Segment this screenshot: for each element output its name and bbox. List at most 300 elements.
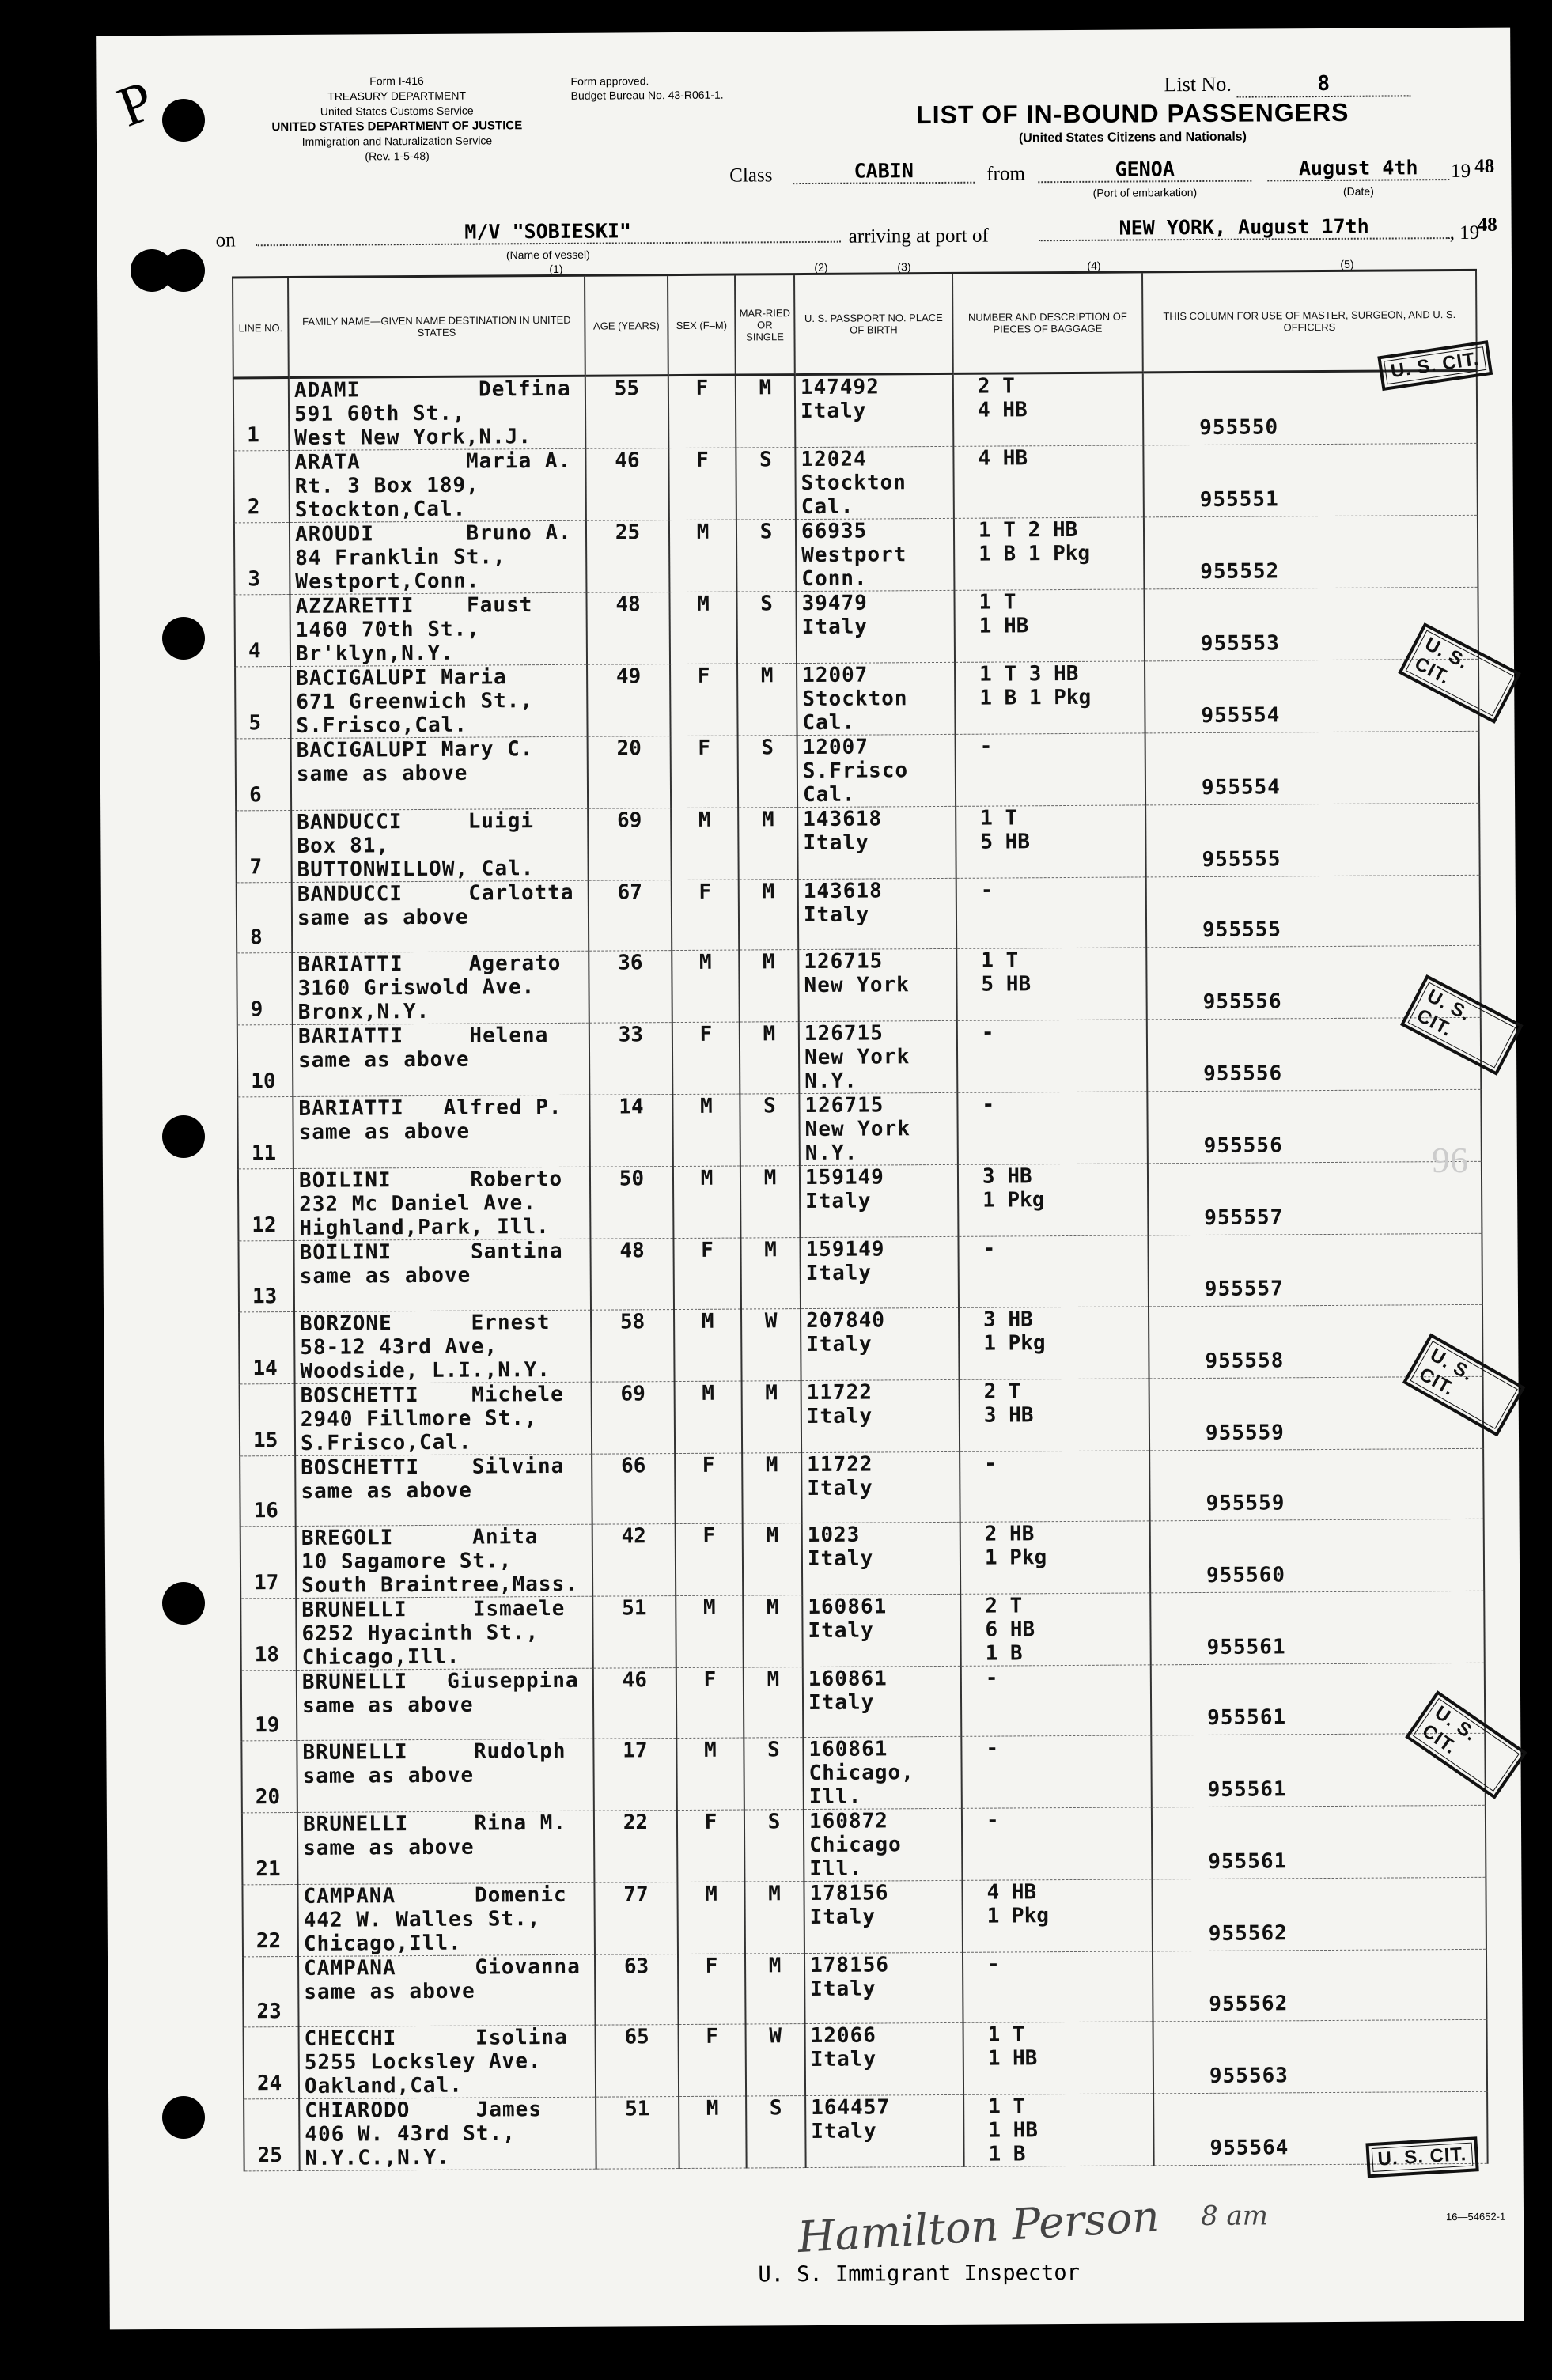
baggage-line-1: 2 T (977, 374, 1015, 399)
sex-cell: F (672, 1022, 740, 1095)
name-cell (297, 1668, 594, 1741)
inspector-signature: Hamilton Person (796, 2191, 1161, 2263)
address-line-1: same as above (301, 1693, 474, 1718)
line-number: 20 (255, 1785, 281, 1810)
name-cell (289, 448, 586, 522)
col-caption-3: (3) (897, 260, 911, 274)
address-line-1: 442 W. Walles St., (303, 1907, 541, 1933)
passport-number: 178156 (809, 1953, 890, 1978)
line-number-cell (244, 2099, 300, 2171)
passenger-name: ADAMI Delfina (293, 376, 571, 403)
baggage-cell (956, 805, 1146, 878)
officer-number: 955557 (1204, 1276, 1284, 1301)
sex-cell: M (679, 2097, 747, 2170)
name-cell (290, 592, 587, 666)
passenger-name: BOSCHETTI Silvina (301, 1454, 565, 1480)
passenger-name: BOILINI Roberto (298, 1167, 563, 1194)
marital-cell: M (738, 808, 798, 880)
baggage-cell (953, 373, 1144, 446)
passport-cell (798, 878, 957, 950)
officer-cell (1149, 1448, 1484, 1521)
birth-place-1: Italy (805, 1189, 872, 1214)
address-line-2: S.Frisco,Cal. (296, 713, 468, 738)
marital-cell: W (741, 1308, 801, 1380)
table-row (243, 1949, 1487, 2027)
officer-number: 955562 (1208, 1921, 1288, 1947)
line-number-cell (240, 1526, 297, 1598)
officer-number: 955550 (1199, 415, 1279, 440)
birth-place-1: New York (804, 1117, 910, 1142)
marital-cell: S (744, 1810, 804, 1882)
officer-number: 955562 (1209, 1992, 1289, 2017)
officer-number: 955552 (1200, 559, 1280, 584)
baggage-cell (963, 1951, 1153, 2023)
passport-number: 159149 (805, 1237, 885, 1262)
line-number: 9 (250, 997, 263, 1022)
passport-cell (803, 1666, 962, 1738)
col-caption-2: (2) (814, 260, 828, 274)
passport-number: 12007 (802, 663, 869, 688)
port-caption: (Port of embarkation) (1092, 185, 1198, 199)
baggage-line-2: 5 HB (981, 972, 1032, 997)
sex-cell: M (676, 1595, 744, 1668)
baggage-line-1: 2 T (983, 1379, 1021, 1404)
sex-cell: F (675, 1453, 743, 1524)
table-row (233, 370, 1478, 451)
passport-number: 66935 (801, 519, 868, 544)
baggage-line-2: - (986, 1952, 1000, 1977)
baggage-line-3: 1 B (985, 1641, 1023, 1666)
line-number: 17 (254, 1571, 279, 1595)
baggage-cell (957, 1020, 1148, 1092)
age-cell: 14 (589, 1095, 673, 1167)
address-line-1: Rt. 3 Box 189, (294, 473, 479, 498)
name-cell (296, 1524, 593, 1598)
line-number-cell (240, 1383, 296, 1455)
page-subtitle: (United States Citizens and Nationals) (1018, 130, 1247, 146)
citizen-stamp: U. S. CIT. (1365, 2136, 1478, 2178)
passport-cell (800, 1237, 959, 1309)
date-year: 48 (1474, 155, 1495, 177)
passport-cell (797, 662, 956, 735)
age-cell: 46 (585, 448, 669, 521)
age-cell: 17 (593, 1739, 677, 1811)
officer-cell (1146, 875, 1481, 948)
col-name: FAMILY NAME—GIVEN NAME DESTINATION IN UNITED STATES (288, 275, 585, 377)
officer-number: 955555 (1202, 918, 1282, 943)
baggage-line-1: 1 T (980, 806, 1018, 831)
birth-place-1: Italy (809, 1905, 876, 1930)
arriving-label: arriving at port of (848, 225, 989, 248)
age-cell: 48 (590, 1239, 674, 1310)
birth-place-1: New York (804, 1045, 910, 1070)
sex-cell: M (676, 1738, 744, 1811)
passport-number: 126715 (804, 1093, 884, 1118)
sex-cell: M (672, 1094, 740, 1167)
col-officers: THIS COLUMN FOR USE OF MASTER, SURGEON, AND U. S. OFFICERS (1142, 270, 1477, 373)
baggage-cell (956, 733, 1146, 806)
col-sex: SEX (F–M) (668, 274, 736, 376)
corner-mark: P (109, 68, 162, 139)
passport-number: 126715 (804, 1021, 884, 1046)
passport-cell (797, 806, 956, 879)
line-number: 22 (256, 1929, 282, 1954)
line-number: 8 (250, 925, 263, 950)
sex-cell: F (670, 664, 738, 736)
marital-cell: S (744, 1738, 804, 1810)
baggage-line-1: 3 HB (983, 1307, 1033, 1332)
sex-cell: F (668, 448, 736, 520)
sex-cell: F (668, 375, 736, 448)
baggage-line-2: - (985, 1666, 998, 1690)
birth-place-1: Italy (803, 831, 869, 856)
baggage-line-1: 1 T (987, 2022, 1025, 2048)
baggage-line-2: 6 HB (985, 1618, 1035, 1642)
date-caption: (Date) (1342, 184, 1374, 198)
justice-dept: UNITED STATES DEPARTMENT OF JUSTICE (271, 119, 523, 134)
passport-number: 1023 (807, 1523, 861, 1547)
table-row (236, 731, 1480, 811)
baggage-cell (954, 589, 1145, 662)
baggage-line-2: 1 HB (987, 2046, 1038, 2072)
baggage-line-1: 4 HB (986, 1880, 1037, 1905)
marital-cell: M (742, 1452, 802, 1523)
age-cell: 48 (586, 592, 670, 665)
marital-cell: S (746, 2096, 806, 2168)
address-line-1: 406 W. 43rd St., (305, 2121, 516, 2147)
marital-cell: M (745, 1954, 805, 2025)
marital-cell: M (739, 950, 799, 1022)
birth-place-2: Ill. (809, 1856, 863, 1882)
age-cell: 69 (592, 1381, 676, 1454)
address-line-2: West New York,N.J. (294, 425, 532, 450)
officer-number: 955561 (1206, 1635, 1286, 1659)
birth-place-1: Italy (805, 1261, 873, 1286)
baggage-line-2: - (986, 1808, 999, 1833)
address-line-2: BUTTONWILLOW, Cal. (297, 857, 535, 882)
line-number-cell (238, 1241, 294, 1312)
line-number-cell (241, 1670, 297, 1741)
line-number: 19 (255, 1713, 280, 1738)
citizen-stamp: U. S. CIT. (1398, 622, 1521, 724)
budget-bureau: Budget Bureau No. 43-R061-1. (570, 88, 724, 102)
marital-cell: S (736, 448, 796, 520)
birth-place-1: Stockton (802, 687, 908, 712)
line-number: 6 (248, 783, 262, 808)
birth-place-1: Stockton (801, 471, 907, 496)
baggage-cell (953, 445, 1144, 518)
age-cell: 22 (594, 1811, 678, 1883)
sex-cell: F (678, 1954, 746, 2025)
line-number: 21 (256, 1857, 281, 1882)
officer-number: 955555 (1202, 847, 1281, 872)
col-age: AGE (YEARS) (585, 275, 668, 376)
port-of-embarkation: GENOA (1038, 157, 1251, 184)
sex-cell: M (675, 1381, 743, 1454)
baggage-cell (958, 1235, 1149, 1307)
treasury-dept: TREASURY DEPARTMENT (327, 89, 467, 103)
officer-number: 955559 (1205, 1420, 1285, 1445)
officer-cell (1144, 515, 1478, 589)
marital-cell: M (740, 1238, 801, 1309)
passenger-name: BOILINI Santina (299, 1239, 563, 1266)
age-cell: 69 (588, 808, 672, 881)
marital-cell: M (743, 1523, 803, 1595)
line-number: 23 (256, 2000, 282, 2024)
address-line-2: N.Y.C.,N.Y. (305, 2146, 450, 2171)
address-line-1: 2940 Fillmore St., (300, 1406, 538, 1432)
table-row (240, 1519, 1485, 1599)
officer-cell (1143, 443, 1478, 517)
line-number: 10 (251, 1069, 276, 1094)
name-cell (297, 1739, 594, 1812)
line-number-cell (237, 1025, 293, 1097)
line-number: 11 (251, 1141, 277, 1166)
approved-label: Form approved. (570, 74, 649, 88)
passenger-name: BARIATTI Alfred P. (298, 1095, 562, 1122)
form-print-number: 16—54652-1 (1445, 2210, 1506, 2223)
birth-place-1: Italy (808, 1690, 875, 1715)
officer-cell (1150, 1591, 1485, 1665)
passenger-name: BORZONE Ernest (300, 1310, 551, 1336)
baggage-line-2: 1 HB (979, 614, 1029, 638)
sex-cell: F (672, 880, 740, 951)
birth-place-2: N.Y. (804, 1069, 857, 1094)
officer-number: 955553 (1200, 631, 1280, 656)
baggage-cell (961, 1665, 1152, 1737)
birth-place-1: New York (804, 973, 910, 998)
officer-number: 955556 (1202, 989, 1282, 1015)
birth-place-1: Westport (801, 543, 907, 568)
passport-cell (801, 1451, 960, 1523)
baggage-line-2: - (984, 1451, 997, 1476)
officer-number: 955559 (1206, 1491, 1285, 1515)
name-cell (297, 1882, 595, 1956)
birth-place-1: Italy (811, 2119, 877, 2144)
passport-cell (797, 734, 956, 807)
binder-hole (162, 99, 205, 142)
officer-number: 955554 (1201, 775, 1281, 800)
age-cell: 50 (590, 1167, 674, 1239)
line-number: 14 (252, 1356, 278, 1380)
address-line-2: Woodside, L.I.,N.Y. (300, 1357, 551, 1383)
passport-cell (798, 949, 957, 1022)
line-number-cell (240, 1455, 296, 1527)
passenger-name: BRUNELLI Giuseppina (301, 1668, 579, 1694)
arrival-year-prefix: , 19 (1449, 221, 1480, 244)
passenger-name: BACIGALUPI Maria (296, 665, 507, 691)
officer-cell (1145, 731, 1480, 805)
name-cell (292, 952, 589, 1025)
name-cell (295, 1382, 592, 1455)
address-line-2: S.Frisco,Cal. (300, 1430, 472, 1455)
address-line-1: same as above (304, 1979, 475, 2005)
revision: (Rev. 1-5-48) (365, 149, 430, 163)
baggage-line-2: - (982, 1092, 995, 1117)
sex-cell: F (673, 1238, 741, 1309)
line-number: 2 (247, 495, 260, 520)
passport-cell (795, 373, 954, 447)
birth-place-2: Cal. (801, 494, 854, 520)
address-line-1: 3160 Griswold Ave. (297, 975, 536, 1001)
col-baggage: NUMBER AND DESCRIPTION OF PIECES OF BAGGAGE (952, 272, 1143, 373)
officer-number: 955561 (1208, 1849, 1288, 1875)
table-row (237, 875, 1481, 953)
marital-cell: M (744, 1667, 804, 1738)
age-cell: 77 (594, 1882, 678, 1955)
col-caption-4: (4) (1087, 259, 1101, 272)
passport-number: 159149 (804, 1165, 885, 1190)
passport-cell (804, 1881, 963, 1954)
passport-cell (800, 1165, 959, 1238)
line-number-cell (239, 1311, 295, 1383)
marital-cell: M (739, 880, 799, 951)
passenger-name: CAMPANA Giovanna (303, 1954, 581, 1981)
passenger-name: BOSCHETTI Michele (300, 1382, 564, 1408)
address-line-1: 58-12 43rd Ave, (300, 1334, 498, 1360)
baggage-line-2: - (986, 1736, 999, 1761)
baggage-line-2: 5 HB (980, 830, 1031, 854)
age-cell: 25 (586, 520, 670, 593)
baggage-line-1: 1 T 3 HB (979, 661, 1079, 687)
birth-place-1: Italy (807, 1546, 874, 1571)
baggage-cell (963, 2022, 1154, 2094)
col-passport: U. S. PASSPORT NO. PLACE OF BIRTH (794, 273, 953, 374)
officer-number: 955560 (1206, 1563, 1286, 1587)
officer-number: 955551 (1199, 487, 1279, 512)
baggage-line-2: - (980, 878, 994, 902)
baggage-line-2: 4 HB (977, 398, 1028, 422)
passenger-name: BACIGALUPI Mary C. (296, 737, 534, 762)
name-cell (293, 1167, 591, 1240)
birth-place-1: Italy (801, 615, 869, 640)
margin-number: 96 (1432, 1140, 1468, 1180)
birth-place-1: Italy (806, 1404, 873, 1428)
name-cell (298, 1954, 596, 2027)
passport-cell (799, 1093, 958, 1166)
line-number-cell (242, 1813, 298, 1885)
address-line-1: 5255 Locksley Ave. (304, 2049, 542, 2075)
passport-number: 143618 (803, 879, 883, 904)
passenger-name: BARIATTI Helena (297, 1024, 549, 1050)
date-year-prefix: 19 (1451, 160, 1471, 183)
binder-hole (162, 617, 205, 660)
line-number-cell (243, 1957, 299, 2028)
line-number-cell (233, 378, 290, 451)
table-row (242, 1805, 1486, 1885)
passport-cell (802, 1522, 961, 1595)
arrival-year: 48 (1477, 214, 1497, 236)
age-cell: 42 (592, 1523, 676, 1596)
line-number-cell (234, 523, 290, 595)
baggage-cell (961, 1735, 1152, 1808)
passport-cell (799, 1021, 958, 1094)
passport-cell (804, 1953, 963, 2025)
passenger-name: CHECCHI Isolina (304, 2026, 568, 2052)
citizen-stamp: U. S. CIT. (1377, 340, 1493, 391)
baggage-line-2: 1 Pkg (983, 1330, 1046, 1356)
address-line-1: 591 60th St., (293, 401, 466, 426)
binder-hole (162, 1582, 205, 1625)
address-line-1: 671 Greenwich St., (296, 689, 534, 714)
sex-cell: M (669, 520, 737, 592)
birth-place-1: Italy (810, 2047, 877, 2072)
birth-place-1: Italy (806, 1332, 873, 1356)
address-line-2: Oakland,Cal. (304, 2074, 463, 2099)
passenger-name: BREGOLI Anita (301, 1524, 539, 1550)
address-line-1: 232 Mc Daniel Ave. (299, 1191, 537, 1217)
table-row (244, 2092, 1488, 2172)
name-cell (293, 1239, 591, 1311)
sex-cell: M (669, 592, 737, 664)
list-number (1164, 71, 1410, 98)
officer-cell (1153, 1949, 1487, 2022)
address-line-1: same as above (302, 1763, 475, 1789)
name-cell (296, 1596, 593, 1670)
table-row (237, 1018, 1482, 1098)
line-number-cell (241, 1741, 297, 1813)
marital-cell: S (736, 592, 797, 664)
address-line-1: same as above (301, 1478, 472, 1504)
table-row (241, 1663, 1486, 1741)
passenger-name: BRUNELLI Ismaele (301, 1596, 566, 1622)
name-cell (295, 1454, 592, 1527)
age-cell: 67 (589, 880, 672, 952)
address-line-2: Westport,Conn. (295, 569, 480, 594)
name-cell (291, 808, 589, 882)
birth-place-1: Chicago, (808, 1761, 914, 1786)
baggage-cell (959, 1306, 1149, 1379)
sex-cell: M (671, 808, 739, 880)
address-line-1: same as above (297, 1047, 470, 1073)
form-header-left (191, 73, 603, 165)
sex-cell: M (672, 950, 740, 1023)
officer-cell (1145, 803, 1480, 877)
line-number-cell (237, 1097, 293, 1169)
col-married: MAR-RIED OR SINGLE (735, 274, 795, 375)
baggage-line-1: 2 HB (984, 1522, 1035, 1546)
sex-cell: F (679, 2025, 747, 2098)
passenger-name: AROUDI Bruno A. (294, 520, 572, 547)
address-line-1: same as above (296, 761, 468, 786)
birth-place-2: Conn. (801, 566, 868, 592)
col-caption-5: (5) (1340, 257, 1354, 271)
line-number-cell (235, 667, 291, 739)
name-cell (299, 2026, 596, 2099)
passport-number: 126715 (804, 949, 884, 974)
table-row (238, 1162, 1482, 1242)
citizen-stamp: U. S. CIT. (1405, 1690, 1527, 1799)
birth-place-2: N.Y. (804, 1141, 858, 1166)
passport-cell (803, 1737, 962, 1810)
passenger-name: BARIATTI Agerato (297, 952, 562, 978)
line-number-cell (242, 1885, 298, 1957)
name-cell (290, 664, 588, 738)
passport-number: 39479 (801, 591, 868, 616)
baggage-cell (954, 517, 1145, 590)
officer-number: 955563 (1209, 2064, 1289, 2089)
class-label: Class (729, 165, 773, 187)
birth-place-1: Italy (808, 1618, 874, 1643)
baggage-cell (963, 2094, 1154, 2166)
baggage-cell (960, 1593, 1151, 1666)
table-row (233, 443, 1478, 523)
age-cell: 55 (585, 376, 669, 449)
sex-cell: F (676, 1523, 744, 1596)
marital-cell: M (743, 1595, 803, 1667)
name-cell (293, 1023, 590, 1096)
address-line-1: Box 81, (297, 834, 390, 858)
